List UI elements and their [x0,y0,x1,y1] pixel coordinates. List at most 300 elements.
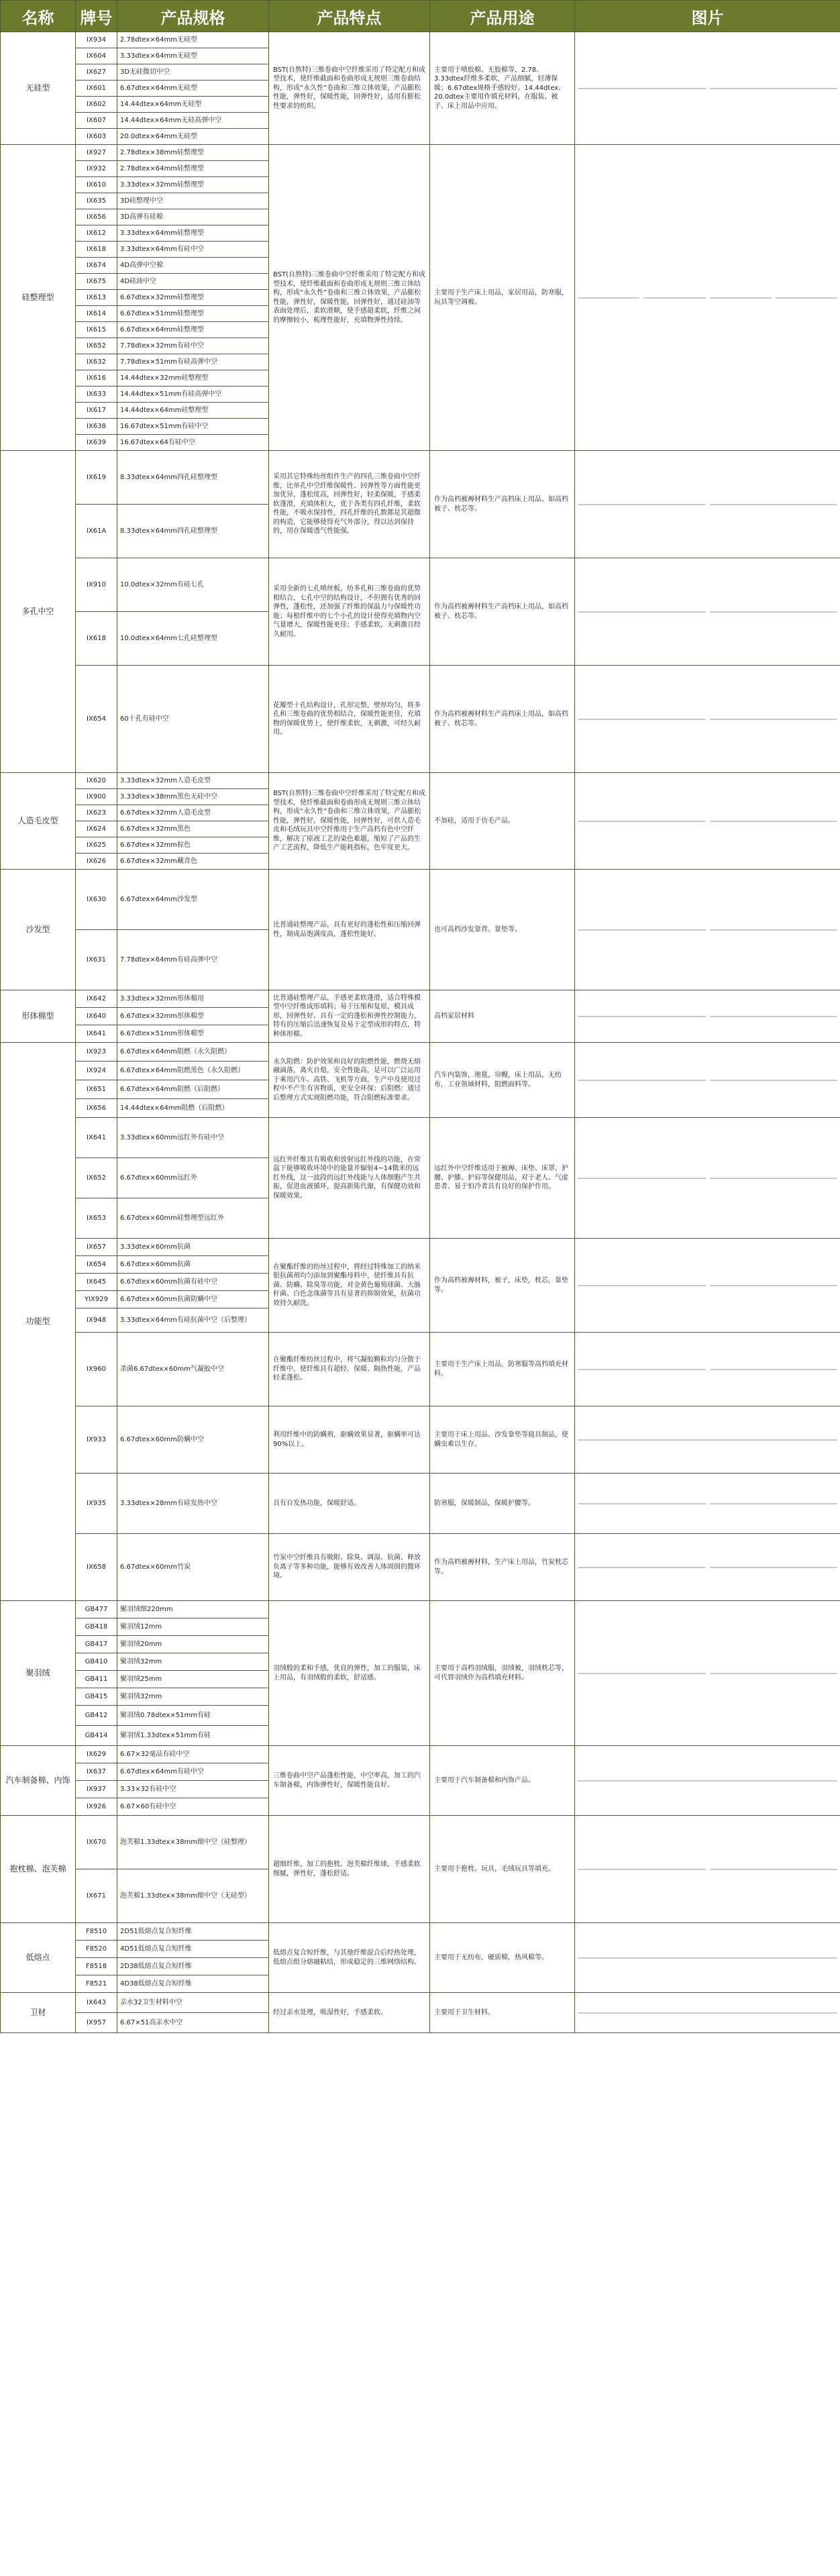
product-photo [710,1080,838,1081]
image-set [578,611,837,613]
product-images [575,773,840,870]
header-spec: 产品规格 [117,1,269,32]
product-images [575,1816,840,1923]
product-images [575,990,840,1043]
product-images [575,1923,840,1993]
product-photo [578,1080,706,1081]
image-set [578,1369,837,1370]
product-code: IX675 [76,274,117,290]
product-spec: 14.44dtex×64mm硅整理型 [117,403,269,419]
product-row [1,1043,840,1062]
image-set [578,1503,837,1504]
product-spec: 2.78dtex×64mm硅整理型 [117,161,269,177]
image-set [578,1869,837,1870]
image-set [578,1439,837,1441]
product-spec: 3D高弹有硅棉 [117,209,269,225]
product-use: 主要用于生产床上用品，防寒服等高档填充材料。 [430,1333,575,1406]
product-code: IX651 [76,1080,117,1099]
product-spec: 6.67dtex×64mm无硅型 [117,81,269,97]
product-code: IX923 [76,1043,117,1062]
product-use: 主要用于生产床上用品，家居用品，防寒服，玩具等空调被。 [430,145,575,451]
product-code: IX935 [76,1474,117,1534]
product-code: IX633 [76,387,117,403]
product-use: 主要用于高档羽绒服，羽绒被，羽绒枕芯等，可代替羽绒作为高档填充材料。 [430,1601,575,1746]
product-images [575,1534,840,1601]
product-spec: 6.67dtex×64mm硅整理型 [117,322,269,338]
product-photo [710,1369,838,1370]
product-photo [710,88,838,89]
product-images [575,32,840,145]
product-photo [710,1869,838,1870]
product-images [575,1601,840,1746]
product-photo [710,821,838,822]
product-code: IX635 [76,193,117,209]
product-row [1,558,840,612]
product-code: IX618 [76,612,117,666]
product-spec: 3.33dtex×32mm形体棉用 [117,990,269,1008]
product-code: IX641 [76,1025,117,1043]
product-code: IX642 [76,990,117,1008]
product-code: IX937 [76,1781,117,1798]
product-spec: 2D51低熔点复合短纤维 [117,1923,269,1941]
product-code: IX926 [76,1798,117,1816]
product-spec: 3.33×32有硅中空 [117,1781,269,1798]
product-spec: 10.0dtex×32mm有硅七孔 [117,558,269,612]
product-spec: 10.0dtex×64mm七孔硅整理型 [117,612,269,666]
product-spec: 4D硅油中空 [117,274,269,290]
product-code: GB410 [76,1653,117,1671]
product-photo [710,504,838,505]
image-set [578,1957,837,1959]
product-code: IX639 [76,435,117,451]
product-spec: 3.33dtex×64mm有硅中空 [117,242,269,258]
product-code: IX658 [76,1534,117,1601]
product-spec: 2.78dtex×38mm硅整理型 [117,145,269,161]
product-code: F8521 [76,1975,117,1993]
category-name: 多孔中空 [1,451,76,773]
product-code: YIX929 [76,1291,117,1308]
product-spec: 3.33dtex×28mm有硅发热中空 [117,1474,269,1534]
product-code: IX630 [76,870,117,930]
image-set [578,1178,837,1179]
product-row [1,1534,840,1601]
product-spec: 3D无硅微切中空 [117,64,269,81]
product-photo [578,504,706,505]
product-feature: 在聚酯纤维的纺丝过程中，将经过特殊加工的纳米银抗菌剂均匀添加到聚酯母料中，使纤维具有抗菌、防螨、除臭等功能，对金黄色葡萄球菌、大肠杆菌、白色念珠菌等具有显著的抑制效果，抗菌功效持久耐洗。 [269,1239,430,1333]
product-code: GB415 [76,1688,117,1706]
product-spec: 3.33dtex×60mm远红外有硅中空 [117,1118,269,1158]
product-code: F8510 [76,1923,117,1941]
product-row [1,1601,840,1618]
category-name: 无硅型 [1,32,76,145]
product-spec: 8.33dtex×64mm四孔硅整理型 [117,451,269,505]
product-spec: 3D硅整理中空 [117,193,269,209]
product-spec: 8.33dtex×64mm四孔硅整理型 [117,505,269,558]
product-spec: 聚羽绒12mm [117,1618,269,1636]
product-code: IX948 [76,1308,117,1333]
product-use: 主要用于抱枕、玩具，毛绒玩具等填充。 [430,1816,575,1923]
product-code: IX618 [76,242,117,258]
product-spec: 6.67dtex×64mm阻燃（永久阻燃） [117,1043,269,1062]
product-feature: BST(自熬特)三维卷曲中空纤维采用了特定配方和成型技术，使纤维截面和卷曲形成无规则三维卷曲结构，形成“永久性”卷曲和三维立体效果，产品膨松性能，弹性好，保暖性能，回弹性好，适用有膨松性要求的纺织。 [269,32,430,145]
product-row [1,1746,840,1763]
product-code: F8518 [76,1958,117,1975]
product-code: IX601 [76,81,117,97]
product-photo [710,297,772,299]
product-photo [643,297,705,299]
product-images [575,1239,840,1333]
product-code: IX674 [76,258,117,274]
product-spec: 6.67×32毫品有硅中空 [117,1746,269,1763]
header-name: 名称 [1,1,76,32]
product-spec: 6.67dtex×60mm竹炭 [117,1534,269,1601]
product-spec: 6.67dtex×32mm人造毛皮型 [117,805,269,821]
product-spec: 14.44dtex×51mm有硅高弹中空 [117,387,269,403]
product-images [575,1406,840,1474]
product-photo [710,1285,838,1286]
product-images [575,1333,840,1406]
product-code: IX631 [76,930,117,990]
category-name: 卫材 [1,1993,76,2033]
product-feature: 低熔点复合短纤维，与其他纤维混合后经热处理，低熔点组分熔融粘结，形成稳定的三维网络结构。 [269,1923,430,1993]
product-spec: 4D51低熔点复合短纤维 [117,1941,269,1958]
product-code: IX627 [76,64,117,81]
product-row [1,870,840,930]
product-spec: 3.33dtex×64mm硅整理型 [117,225,269,242]
product-row [1,1333,840,1406]
product-photo [578,1016,706,1017]
product-code: GB411 [76,1671,117,1688]
category-name: 低熔点 [1,1923,76,1993]
product-spec: 16.67dtex×51mm有硅中空 [117,419,269,435]
product-spec: 6.67dtex×60mm硅整理型远红外 [117,1198,269,1239]
category-name: 沙发型 [1,870,76,990]
product-code: IX640 [76,1008,117,1025]
product-photo [578,1285,706,1286]
product-use: 也可高档沙发靠背、靠垫等。 [430,870,575,990]
product-photo [578,719,706,720]
product-spec: 聚羽绒32mm [117,1653,269,1671]
product-feature: BST(自熬特)三维卷曲中空纤维采用了特定配方和成型技术，使纤维截面和卷曲形成无规则三维立体结构，形成“永久性”卷曲和三维立体效果，产品膨松性能，弹性好，保暖性能，回弹性好，可供人造毛皮和毛绒玩具中空纤维用于生产高档有色中空纤维，解决了原液工艺的染色难题，缩短了产品的生产工艺流程，降低生产能耗指标，色牢度更大。 [269,773,430,870]
product-feature: 采用全新的七孔喷丝板，纺多孔和三维卷曲的优势相结合，七孔中空的结构设计，不但拥有优秀的回弹性，蓬松性，还加强了纤维的保温力与保暖性功能；每根纤维中的七个小孔的设计使得充填物内空气量增大，保暖性能更佳；手感柔软，无刺激且经久耐用。 [269,558,430,666]
product-spec: 6.67dtex×64mm阻燃黑色（永久阻燃） [117,1062,269,1080]
product-spec: 聚羽绒20mm [117,1636,269,1653]
product-code: IX924 [76,1062,117,1080]
product-photo [578,1503,706,1504]
product-spec: 4D高弹中空棉 [117,258,269,274]
product-code: IX607 [76,113,117,129]
product-code: IX613 [76,290,117,306]
image-set [578,1567,837,1568]
header-code: 牌号 [76,1,117,32]
product-code: IX927 [76,145,117,161]
product-code: IX632 [76,354,117,370]
product-use: 高档家居材料 [430,990,575,1043]
product-spec: 6.67dtex×64mm沙发型 [117,870,269,930]
product-feature: 三维卷曲中空产品蓬松性能，中空率高，加工的汽车制备棉，内饰弹性好，保暖性能良好。 [269,1746,430,1816]
image-set [578,719,837,720]
image-set [578,2012,837,2014]
product-spec: 3.33dtex×64mm无硅型 [117,48,269,64]
image-set [578,821,837,822]
product-images [575,1474,840,1534]
product-feature: 比普通硅整理产品，具有更好的蓬松性和压缩回弹性，制成品饱满度高，蓬松性能好。 [269,870,430,990]
product-images [575,1746,840,1816]
product-photo [578,1673,706,1674]
product-code: IX616 [76,370,117,387]
category-name: 硅整理型 [1,145,76,451]
product-code: IX603 [76,129,117,145]
product-spec: 2.78dtex×64mm无硅型 [117,32,269,48]
product-images [575,558,840,666]
product-spec: 4D38低熔点复合短纤维 [117,1975,269,1993]
product-spec: 3.33dtex×32mm人造毛皮型 [117,773,269,789]
product-spec: 20.0dtex×64mm无硅型 [117,129,269,145]
product-photo [578,297,639,299]
product-code: IX602 [76,97,117,113]
product-code: IX654 [76,666,117,773]
product-code: IX612 [76,225,117,242]
image-set [578,1080,837,1081]
product-photo [578,1369,706,1370]
header-feature: 产品特点 [269,1,430,32]
product-feature: 超细纤维，加工的抱枕、泡芙棉纤维球，手感柔软细腻，弹性好，蓬松舒适。 [269,1816,430,1923]
product-code: IX617 [76,403,117,419]
product-spec: 6.67dtex×32mm硅整理型 [117,290,269,306]
product-photo [776,297,837,299]
product-code: IX652 [76,1158,117,1198]
header-use: 产品用途 [430,1,575,32]
product-spec: 3.33dtex×64mm有硅抗菌中空（后整理） [117,1308,269,1333]
product-spec: 杀菌6.67dtex×60mm气凝胶中空 [117,1333,269,1406]
product-images [575,145,840,451]
header-image: 图片 [575,1,840,32]
product-spec: 6.67dtex×32mm棕色 [117,837,269,854]
product-code: IX614 [76,306,117,322]
product-feature: 经过亲水处理，吸湿性好，手感柔软。 [269,1993,430,2033]
product-code: F8520 [76,1941,117,1958]
product-spec: 14.44dtex×32mm硅整理型 [117,370,269,387]
product-feature: 比普通硅整理产品，手感更柔软蓬滑，适合特殊模型中空纤维成形填料；易于压缩和复原，模具成形，回弹性好、具有一定的蓬松和弹性控制能力，特有的压缩后迅速恢复及易于定型成形的特点，特种体形棉。 [269,990,430,1043]
product-row [1,1474,840,1534]
product-code: GB477 [76,1601,117,1618]
product-feature: 竹炭中空纤维具有吸附、除臭、调湿、抗菌、释放负离子等多种功能，能够有效改善人体周围的微环境。 [269,1534,430,1601]
product-spec: 聚羽绒细220mm [117,1601,269,1618]
product-code: IX623 [76,805,117,821]
product-row [1,1118,840,1158]
product-photo [578,1869,706,1870]
product-code: IX638 [76,419,117,435]
product-code: GB417 [76,1636,117,1653]
product-code: IX643 [76,1993,117,2013]
product-code: IX625 [76,837,117,854]
product-code: IX932 [76,161,117,177]
product-images [575,666,840,773]
product-row [1,1993,840,2013]
product-code: IX900 [76,789,117,805]
product-feature: 远红外纤维具有吸收和放射远红外线的功能，在常温下能够吸收环境中的能量并辐射4~14微米的远红外线，这一波段的远红外线能与人体细胞产生共振，促进血液循环，提高新陈代谢，有保健功效和保暖效果。 [269,1118,430,1239]
image-set [578,504,837,505]
product-photo [578,821,706,822]
product-row [1,451,840,505]
product-spec: 3.33dtex×60mm抗菌 [117,1239,269,1256]
product-feature: 在聚酯纤维纺丝过程中，将气凝胶颗粒均匀分散于纤维中，使纤维具有超轻、保暖、隔热性能，产品轻柔蓬松。 [269,1333,430,1406]
product-code: IX960 [76,1333,117,1406]
product-code: IX957 [76,2013,117,2033]
product-images [575,870,840,990]
product-spec: 7.78dtex×51mm有硅高弹中空 [117,354,269,370]
product-code: IX641 [76,1118,117,1158]
product-images [575,1993,840,2033]
product-code: IX637 [76,1763,117,1781]
product-spec: 亲水32卫生材料中空 [117,1993,269,2013]
product-photo [578,88,706,89]
product-photo [710,719,838,720]
product-photo [578,1957,837,1959]
product-code: IX654 [76,1256,117,1274]
product-spec: 16.67dtex×64有硅中空 [117,435,269,451]
product-images [575,1118,840,1239]
product-spec: 6.67dtex×60mm抗菌 [117,1256,269,1274]
product-images [575,451,840,558]
product-photo [578,2012,837,2014]
product-code: IX671 [76,1869,117,1923]
product-use: 主要用于无纺布，硬质棉，热风棉等。 [430,1923,575,1993]
product-photo [578,1178,706,1179]
product-row [1,773,840,789]
product-feature: 利用纤维中的防螨剂，驱螨效果显著，驱螨率可达90%以上。 [269,1406,430,1474]
product-code: IX657 [76,1239,117,1256]
product-spec: 7.78dtex×32mm有硅中空 [117,338,269,354]
product-code: IX61A [76,505,117,558]
product-use: 主要用于喷胶棉、无胶棉等，2.78、3.33dtex纤维多柔软，产品细腻，轻薄保暖；6.67dtex规格手感较好。14.44dtex、20.0dtex主要用作填充材料，在服装、被子、床上用品中应用。 [430,32,575,145]
product-spec: 6.67dtex×51mm形体棉型 [117,1025,269,1043]
image-set [578,929,837,931]
category-name: 功能型 [1,1043,76,1601]
product-code: IX645 [76,1274,117,1291]
product-spec: 6.67dtex×60mm抗菌防螨中空 [117,1291,269,1308]
product-spec: 泡芙棉1.33dtex×38mm细中空（硅整理） [117,1816,269,1869]
product-code: IX619 [76,451,117,505]
product-use: 作为高档被褥材料，生产床上用品，竹炭枕芯等。 [430,1534,575,1601]
product-use: 主要用于床上用品、沙发靠垫等寝具制品，使螨虫难以生存。 [430,1406,575,1474]
product-code: IX624 [76,821,117,837]
product-feature: 采用其它特殊纺丝组件生产的四孔三维卷曲中空纤维，比单孔中空纤维保暖性、回弹性等方面性能更加优异，蓬松度高，回弹性好，轻柔保暖，手感柔软蓬滑，充填体积大，优于各类有四孔纤维，柔软性能，不吸水保持性，四孔纤维的孔数都是其超微的构造，它能够使得充气外部分，得以达到保持的，用在保暖透气性能强。 [269,451,430,558]
product-images [575,1043,840,1118]
product-row [1,990,840,1008]
category-name: 形体棉型 [1,990,76,1043]
product-code: IX670 [76,1816,117,1869]
product-spec: 6.67dtex×60mm防螨中空 [117,1406,269,1474]
product-use: 主要用于卫生材料。 [430,1993,575,2033]
product-row [1,1816,840,1869]
product-spec: 6.67dtex×60mm抗菌有硅中空 [117,1274,269,1291]
product-code: IX615 [76,322,117,338]
product-spec: 60十孔有硅中空 [117,666,269,773]
product-code: GB412 [76,1706,117,1726]
product-photo [710,1567,838,1568]
product-spec: 6.67dtex×32mm形体棉型 [117,1008,269,1025]
product-spec: 聚羽绒1.33dtex×51mm有硅 [117,1726,269,1746]
image-set [578,88,837,89]
product-feature: 永久阻燃：防护效果和良好的阻燃性能，燃烧无熔融滴落，离火自熄，安全性能高，是可以广泛运用于乘用汽车、高铁、飞机等方面，生产中及使用过程中不产生有害物质，更安全环保；后阻燃：通过后整理方式实现阻燃功能，符合阻燃标准要求。 [269,1043,430,1118]
category-name: 抱枕棉、泡芙棉 [1,1816,76,1923]
image-set [578,1285,837,1286]
product-code: IX656 [76,209,117,225]
product-code: IX620 [76,773,117,789]
header-row [1,1,840,32]
product-spec: 6.67dtex×64mm有硅中空 [117,1763,269,1781]
product-code: GB418 [76,1618,117,1636]
product-spec: 14.44dtex×64mm无硅高弹中空 [117,113,269,129]
product-photo [710,611,838,613]
product-spec: 泡芙棉1.33dtex×38mm细中空（无硅型） [117,1869,269,1923]
category-name: 汽车制备棉、内饰 [1,1746,76,1816]
product-spec: 7.78dtex×64mm有硅高弹中空 [117,930,269,990]
product-row [1,1923,840,1941]
product-spec: 聚羽绒32mm [117,1688,269,1706]
product-photo [578,1780,837,1782]
product-feature: 羽绒般的柔和手感，优良的弹性，加工的服装，床上用品，有羽绒般的柔软，舒适感。 [269,1601,430,1746]
product-code: IX610 [76,177,117,193]
product-use: 作为高档被褥材料生产高档床上用品，如高档被子、枕芯等。 [430,666,575,773]
product-use: 汽车内装饰，地毯，帘幔，床上用品，无纺布，工业领域材料，阻燃面料等。 [430,1043,575,1118]
product-row [1,145,840,161]
product-spec: 聚羽绒25mm [117,1671,269,1688]
image-set [578,1016,837,1017]
product-spec: 3.33dtex×38mm黑色无硅中空 [117,789,269,805]
product-code: IX652 [76,338,117,354]
product-use: 远红外中空纤维适用于被褥、床垫、床罩、护腰、护膝、护肩等保健用品，对于老人、气虚患者、易于怕冷者具有良好的保护作用。 [430,1118,575,1239]
product-photo [710,1503,838,1504]
product-code: IX653 [76,1198,117,1239]
product-spec: 6.67dtex×32mm藏青色 [117,854,269,870]
product-use: 作为高档被褥材料，被子，床垫，枕芯，靠垫等。 [430,1239,575,1333]
product-spec: 6.67×51高亲水中空 [117,2013,269,2033]
image-set [578,297,837,299]
product-code: GB414 [76,1726,117,1746]
product-code: IX629 [76,1746,117,1763]
product-spec: 14.44dtex×64mm阻燃（后阻燃） [117,1099,269,1118]
product-spec: 3.33dtex×32mm硅整理型 [117,177,269,193]
product-row [1,1239,840,1256]
product-code: IX934 [76,32,117,48]
product-feature: BST(自熬特)三维卷曲中空纤维采用了特定配方和成型技术，使纤维截面和卷曲形成无规则三维立体结构，形成“永久性”卷曲和三维立体效果，产品膨松性能，弹性好，保暖性能，回弹性好，通过硅油等表面处理后，柔软滑顺，使手感超柔软，纤维之间的摩擦较小，梳理性能好，充填物弹性持续。 [269,145,430,451]
product-spec: 聚羽绒0.78dtex×51mm有硅 [117,1706,269,1726]
product-spec: 6.67×60有硅中空 [117,1798,269,1816]
product-photo [710,929,838,931]
image-set [578,1673,837,1674]
product-use: 作为高档被褥材料生产高档床上用品、如高档被子、枕芯等。 [430,451,575,558]
category-name: 聚羽绒 [1,1601,76,1746]
product-photo [578,1439,837,1441]
product-photo [578,611,706,613]
product-code: IX604 [76,48,117,64]
product-use: 防寒服，保暖制品，保暖护腰等。 [430,1474,575,1534]
product-code: IX910 [76,558,117,612]
product-spec: 2D38低熔点复合短纤维 [117,1958,269,1975]
product-code: IX933 [76,1406,117,1474]
product-spec: 6.67dtex×60mm远红外 [117,1158,269,1198]
product-use: 作为高档被褥材料生产高档床上用品，如高档被子、枕芯等。 [430,558,575,666]
product-spec: 6.67dtex×51mm硅整理型 [117,306,269,322]
image-set [578,1780,837,1782]
product-feature: 花瓣型十孔结构设计，孔形完整，壁厚均匀，将多孔和三维卷曲的优势相结合，保暖性能更佳，充填物的保暖优势上，使纤维柔软，无刺激，可经久耐用。 [269,666,430,773]
product-photo [578,1567,706,1568]
product-spec: 6.67dtex×64mm阻燃（后阻燃） [117,1080,269,1099]
product-photo [710,1016,838,1017]
product-photo [710,1178,838,1179]
